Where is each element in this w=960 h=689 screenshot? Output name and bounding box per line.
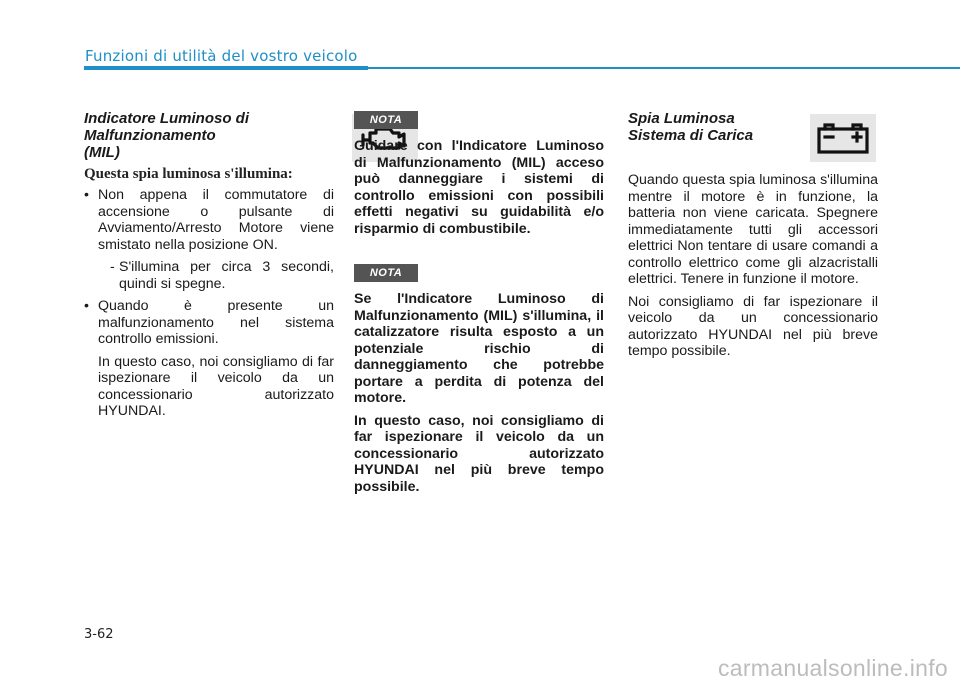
site-watermark: carmanualsonline.info: [717, 655, 948, 681]
mil-subheading: Questa spia luminosa s'illumina:: [84, 166, 293, 182]
charging-title-line1: Spia Luminosa: [628, 110, 735, 127]
mil-title-line2: Malfunzionamento: [84, 127, 216, 144]
header-rule-thin: [368, 67, 960, 69]
list-item: [84, 187, 334, 292]
note1-text: Guidare con l'Indicatore Luminoso di Malfunzionamento (MIL) acceso può danneggiare i sistemi di controllo emissioni con possibili effetti negativi su guidabilità e/o risparmio di combustibile.: [354, 138, 604, 237]
note1-text-block: [354, 138, 604, 237]
section-header-title: Funzioni di utilità del vostro veicolo: [85, 47, 358, 65]
mil-bullet2-extra: In questo caso, noi consigliamo di far ispezionare il veicolo da un concessionario autorizzato HYUNDAI.: [98, 353, 334, 419]
mil-title: [84, 110, 334, 161]
mil-column: [84, 110, 334, 426]
charging-para2: Noi consigliamo di far ispezionare il veicolo da un concessionario autorizzato HYUNDAI nel più breve tempo possibile.: [628, 293, 878, 359]
notes-column: [354, 110, 604, 495]
note2-text-a: Se l'Indicatore Luminoso di Malfunzionamento (MIL) s'illumina, il catalizzatore risulta esposto a un potenziale rischio di danneggiamento che potrebbe portare a perdita di potenza del motore.: [354, 291, 604, 406]
charging-title-line2: Sistema di Carica: [628, 127, 754, 144]
mil-bullet1-subitem: [98, 259, 334, 292]
dash-marker: -: [110, 259, 115, 275]
mil-bullet2-text: Quando è presente un malfunzionamento nel sistema controllo emissioni.: [98, 298, 334, 347]
charging-para1: Quando questa spia luminosa s'illumina mentre il motore è in funzione, la batteria non viene caricata. Spegnere immediatamente tutti gli accessori elettrici Non tentare di usare comandi a controllo elettrico come gli alzacristalli elettrici. Tenere in funzione il motore.: [628, 172, 878, 287]
nota-badge: NOTA: [354, 264, 418, 282]
mil-bullet-list: [84, 187, 334, 420]
header-rule-thick: [84, 66, 368, 70]
note2-text-b: In questo caso, noi consigliamo di far ispezionare il veicolo da un concessionario autorizzato HYUNDAI nel più breve tempo possibile.: [354, 412, 604, 495]
note2-text-block: [354, 291, 604, 495]
charging-column: [628, 110, 878, 360]
page-number: 3-62: [84, 627, 114, 642]
mil-bullet1-sub-text: S'illumina per circa 3 secondi, quindi si spegne.: [119, 259, 334, 292]
mil-title-line3: (MIL): [84, 144, 120, 161]
mil-bullet1-text: Non appena il commutatore di accensione o pulsante di Avviamento/Arresto Motore viene smistato nella posizione ON.: [98, 187, 334, 253]
mil-title-line1: Indicatore Luminoso di: [84, 110, 250, 127]
nota-badge: NOTA: [354, 111, 418, 129]
list-item: [84, 298, 334, 420]
battery-icon: [810, 114, 876, 162]
